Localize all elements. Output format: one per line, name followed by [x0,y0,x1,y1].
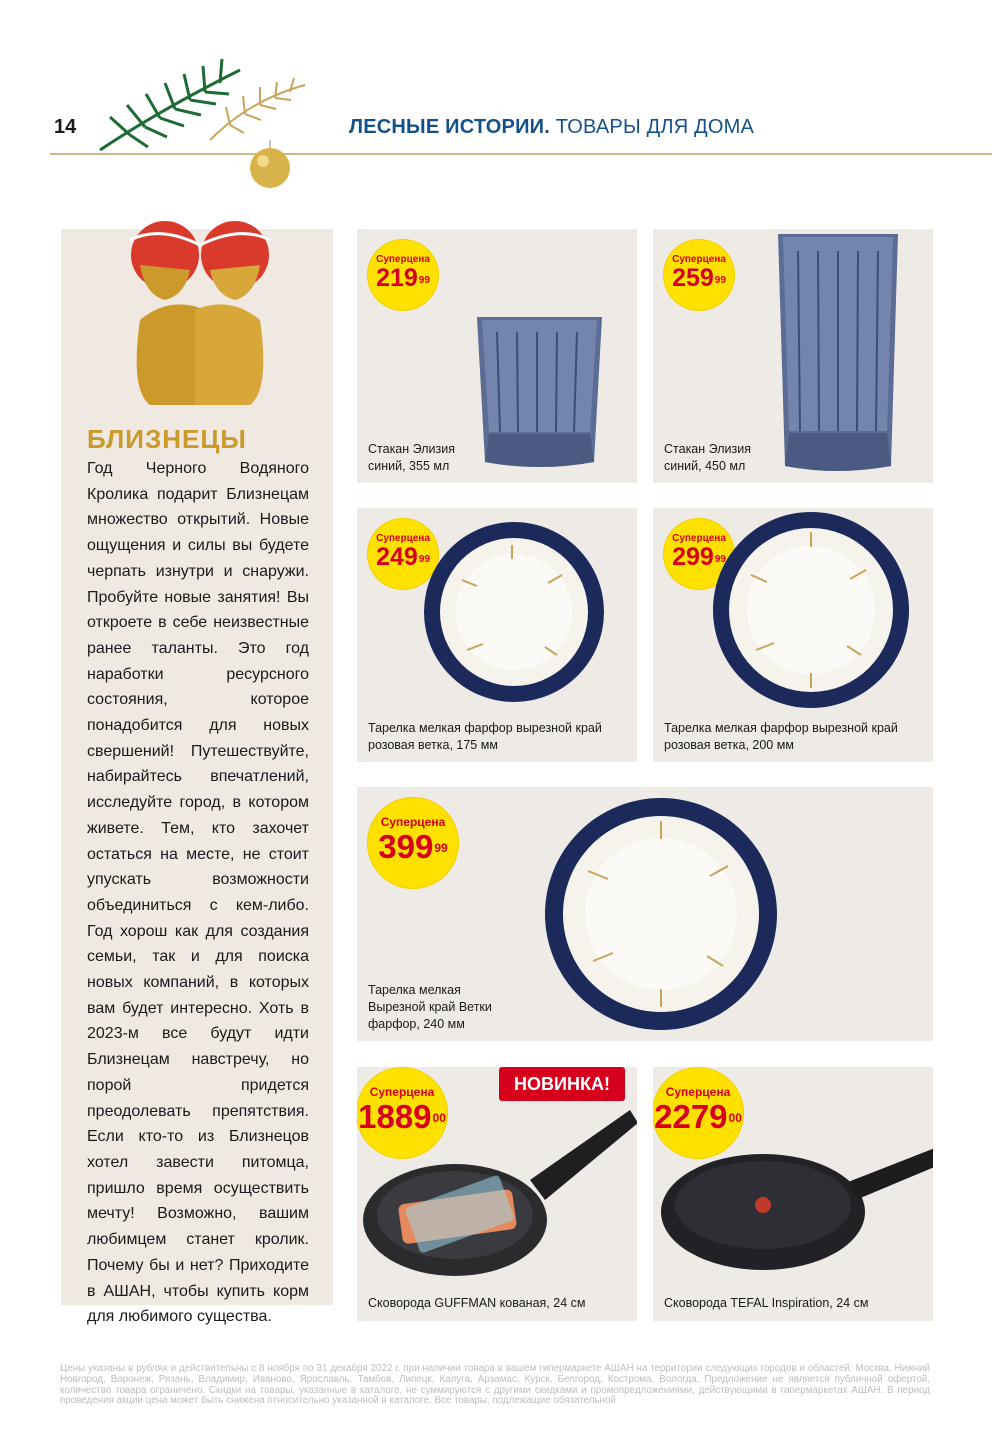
glass-image-icon [472,312,607,472]
product-name: Тарелка мелкая Вырезной край Ветки фарфор, 240 мм [368,983,492,1031]
product-card-glass-355[interactable] [357,229,637,483]
price-value: $299^{99}$ [672,543,726,571]
product-card-plate-240[interactable] [357,787,933,1041]
price-label: Суперцена [672,254,726,265]
product-card-plate-200[interactable] [653,508,933,762]
gemini-zodiac-icon [110,200,290,420]
sign-title: БЛИЗНЕЦЫ [87,424,247,454]
plate-image-icon [711,510,911,710]
product-card-glass-450[interactable] [653,229,933,483]
price-badge [663,239,735,311]
price-value: $399^{99}$ [378,828,448,865]
price-badge [367,797,459,889]
price-label: Суперцена [380,815,446,829]
page-title [349,116,754,139]
product-card-plate-175[interactable] [357,508,637,762]
section-subtitle: ТОВАРЫ ДЛЯ ДОМА [549,116,755,138]
horoscope-text: Год Черного Водяного Кролика подарит Близнецам множество открытий. Новые ощущения и силы вы будете черпать изнутри и снаружи. Пробуйте новые занятия! Вы откроете в себе неизвестные ранее таланты. Это год наработки ресурсного состояния, которое понадобится для новых свершений! Путешествуйте, набирайтесь впечатлений, исследуйте город, в котором живете. Тем, кто захочет остаться на месте, не стоит упускать возможности объединиться с кем-либо. Год хорош как для создания семьи, так и для поиска новых компаний, в которых вам будет интересно. Хоть в 2023-м все будут идти Близнецам навстречу, но порой придется преодолевать препятствия. Если кто-то из Близнецов хотел завести питомца, пришло время осуществить мечту! Возможно, вашим любимцем станет кролик. Почему бы и нет? Приходите в АШАН, чтобы купить корм для любимого существа. [87,460,309,1326]
price-value: $259^{99}$ [672,264,726,292]
product-name: Тарелка мелкая фарфор вырезной край розовая ветка, 200 мм [664,721,898,752]
product-name: Сковорода TEFAL Inspiration, 24 см [664,1296,869,1310]
price-label: Суперцена [376,533,430,544]
price-label: Суперцена [369,1085,435,1099]
product-name: Тарелка мелкая фарфор вырезной край розовая ветка, 175 мм [368,721,602,752]
fir-branch-ornament-icon [90,30,320,190]
price-value: $249^{99}$ [376,543,430,571]
section-title: ЛЕСНЫЕ ИСТОРИИ. [349,116,550,138]
price-label: Суперцена [672,533,726,544]
plate-image-icon [543,796,779,1032]
product-name: Стакан Элизия синий, 450 мл [664,442,751,473]
product-name: Стакан Элизия синий, 355 мл [368,442,455,473]
legal-footer: Цены указаны в рублях и действительны с 8 ноября по 31 декабря 2022 г. при наличии товара в вашем гипермаркете АШАН на территории следующих городов и областей: Москва, Нижний Новгород, Воронеж, Рязань, Владимир, Иваново, Ярославль, Тамбов, Липецк, Калуга, Арзамас, Курск, Белгород, Кострома, Вологда. Предложение не является публичной офертой, количество товара ограничено. Скидки на товары, указанные в каталоге, не суммируются с другими скидками и промопредложениями, действующими в гипермаркетах АШАН. В период проведения акции цена может быть снижена относительно указанной в каталоге. Все товары, подлежащие обязательной [60,1363,930,1407]
price-label: Суперцена [376,254,430,265]
price-label: Суперцена [665,1085,731,1099]
frying-pan-image-icon [653,1127,933,1277]
new-badge: НОВИНКА! [499,1067,625,1101]
price-badge [367,239,439,311]
price-value: 2279$^{00}$ [654,1098,742,1135]
product-name: Сковорода GUFFMAN кованая, 24 см [368,1296,586,1310]
product-card-pan-tefal[interactable] [653,1067,933,1321]
price-value: $219^{99}$ [376,264,430,292]
frying-pan-image-icon [360,1105,637,1280]
tall-glass-image-icon [773,231,903,476]
product-card-pan-guffman[interactable] [357,1067,637,1321]
plate-image-icon [422,520,607,705]
price-value: 1889$^{00}$ [358,1098,446,1135]
page-number: 14 [54,116,77,138]
